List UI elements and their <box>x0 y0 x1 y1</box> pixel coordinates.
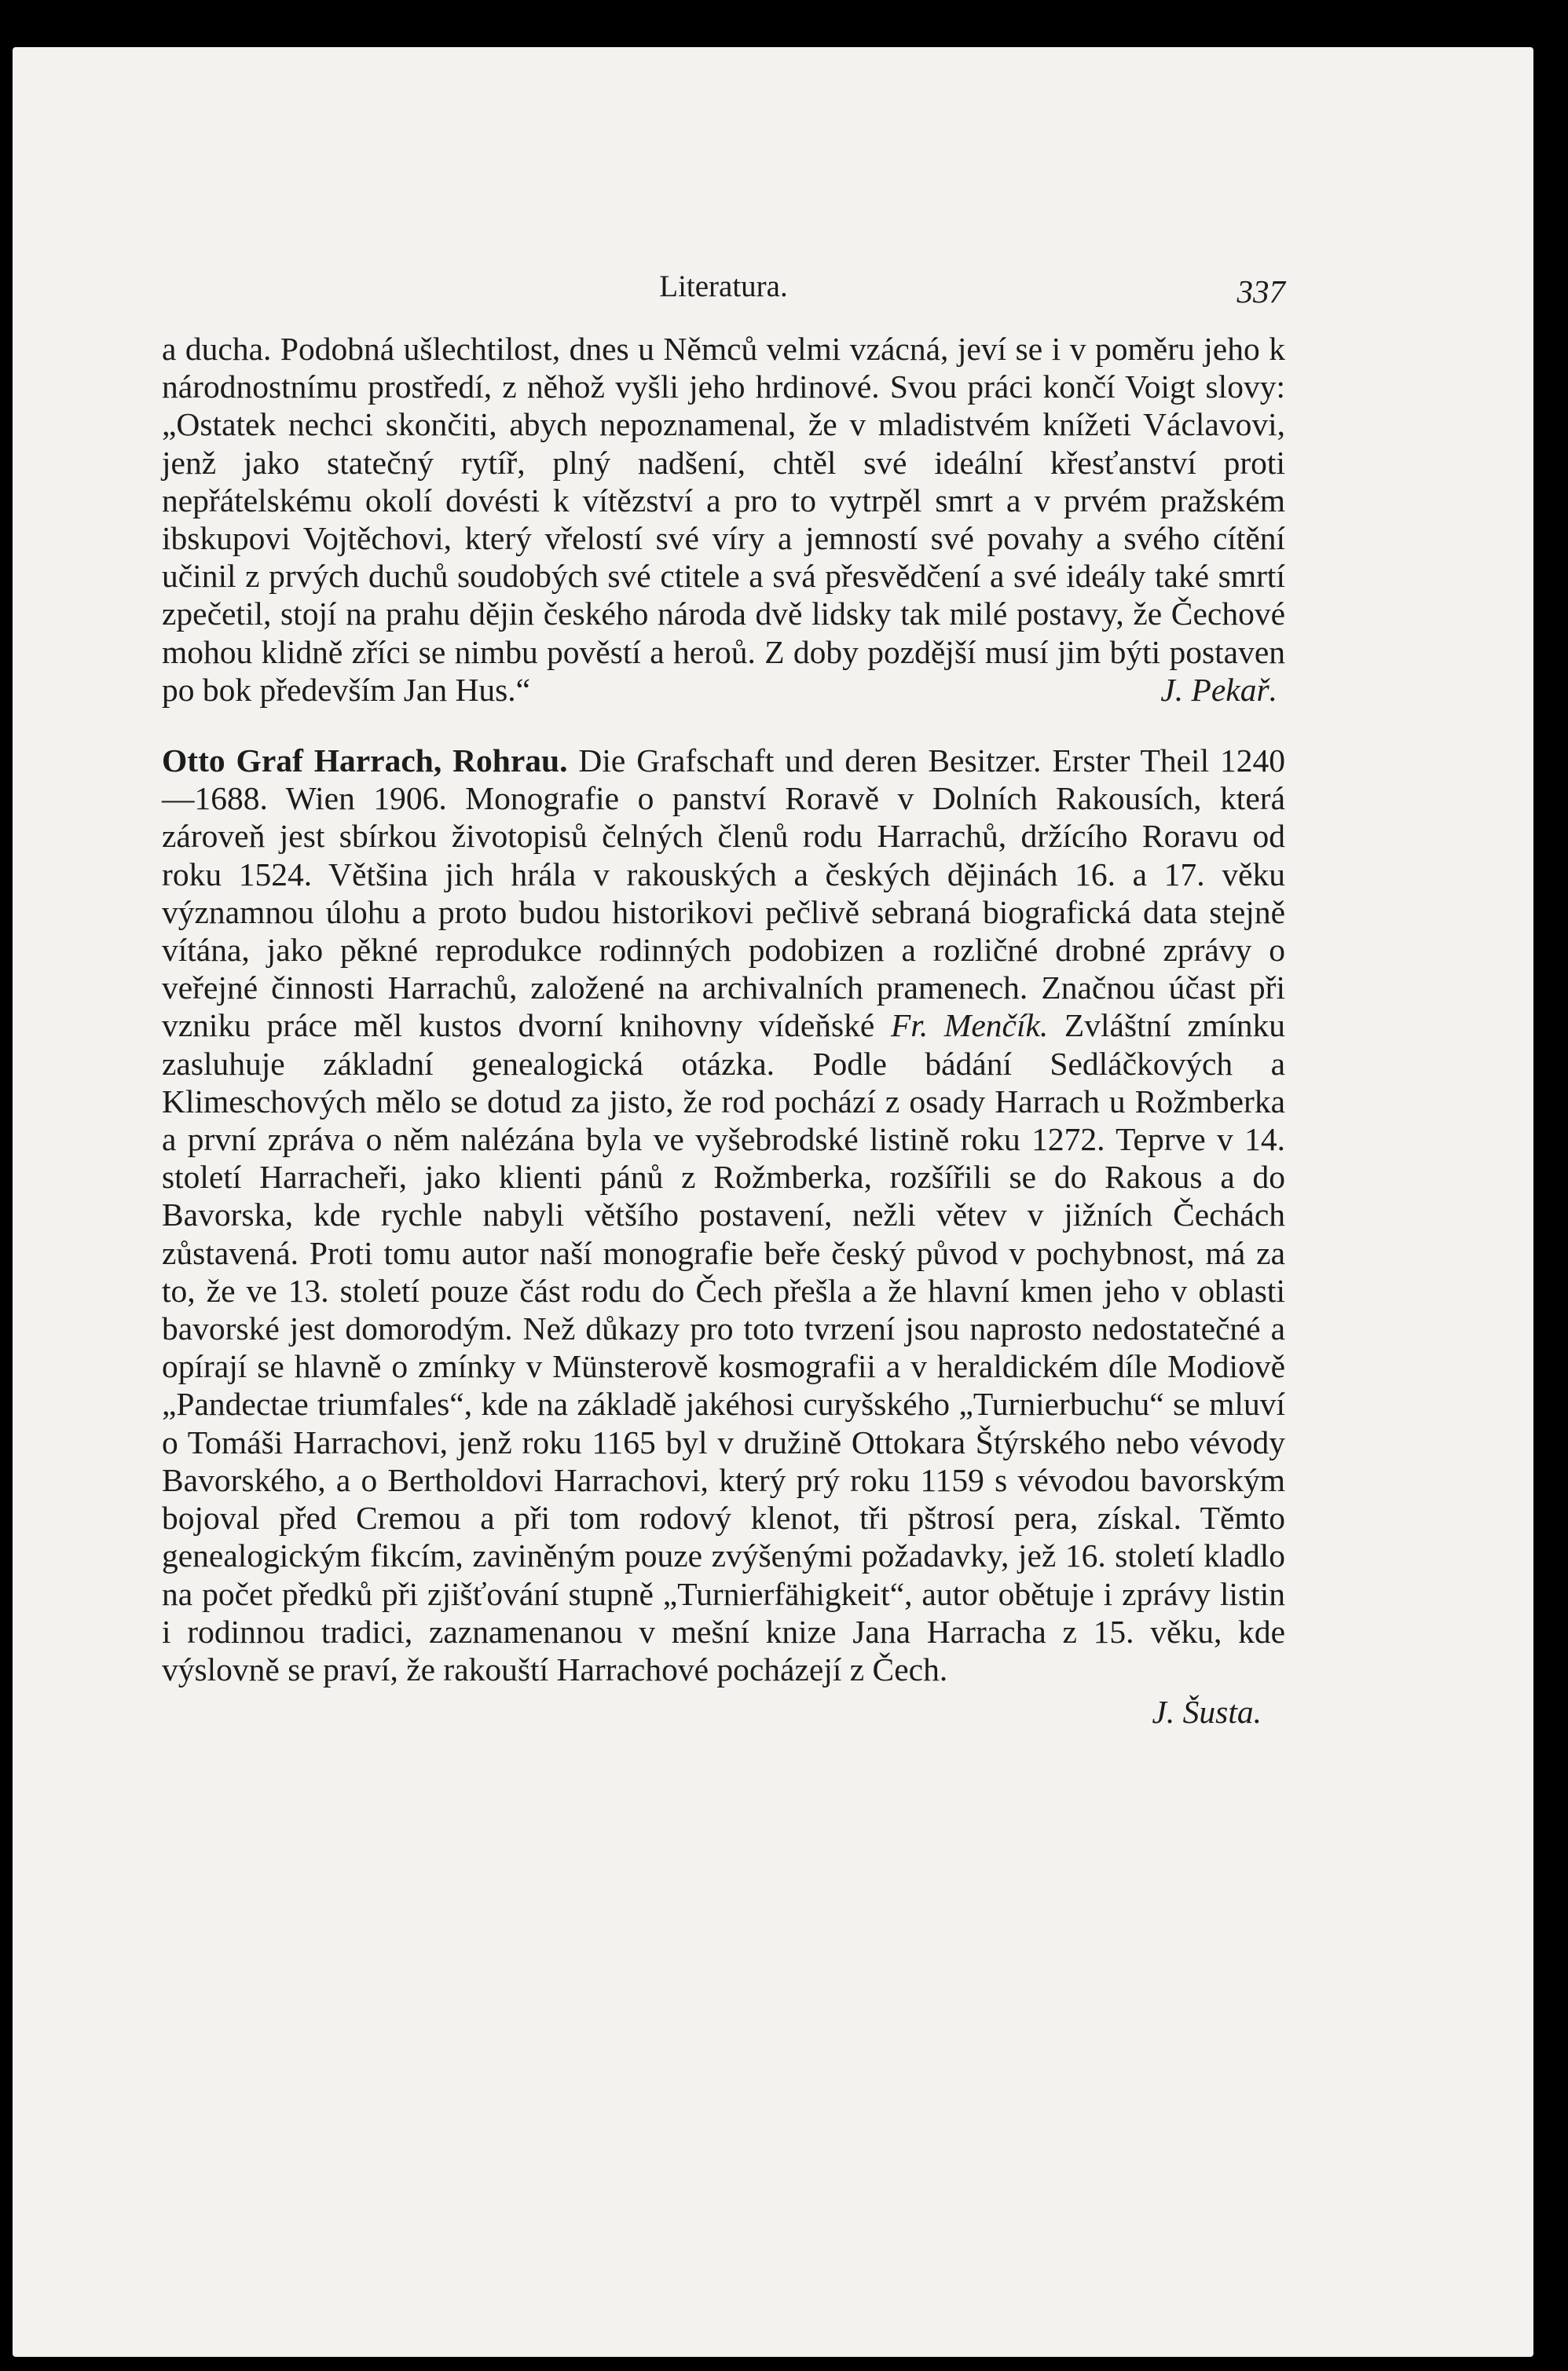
book-page <box>13 47 1533 2357</box>
reviewed-author: Otto Graf Harrach, Rohrau. <box>162 742 568 779</box>
review-text: Die Grafschaft und deren Besitzer. Erster Theil 1240—1688. Wien 1906. Monografie o panství Roravě v Dolních Rakousích, která zároveň jest sbírkou životopisů čelných členů rodu Harrachů, držícího Roravu od roku 1524. Většina jich hrála v rakouských a českých dějinách 16. a 17. věku významnou úlohu a proto budou historikovi pečlivě sebraná biografická data stejně vítána, jako pěkné reprodukce rodinných podobizen a rozličné drobné zprávy o veřejné činnosti Harrachů, založené na archivalních pramenech. Značnou účast při vzniku práce měl kustos dvorní knihovny vídeňské <box>162 742 1286 1044</box>
running-head-title: Literatura. <box>659 269 788 303</box>
page-number: 337 <box>1236 273 1285 310</box>
review-paragraph-harrach <box>162 742 1285 1688</box>
reviewer-signature: J. Šusta. <box>1152 1694 1262 1731</box>
review-text: Zvláštní zmínku zasluhuje základní genealogická otázka. Podle bádání Sedláčkových a Klimeschových mělo se dotud za jisto, že rod pochází z osady Harrach u Rožmberka a první zpráva o něm nalézána byla ve vyšebrodské listině roku 1272. Teprve v 14. století Harracheři, jako klienti pánů z Rožmberka, rozšířili se do Rakous a do Bavorska, kde rychle nabyli většího postavení, nežli větev v jižních Čechách zůstavená. Proti tomu autor naší monografie beře český původ v pochybnost, má za to, že ve 13. století pouze část rodu do Čech přešla a že hlavní kmen jeho v oblasti bavorské jest domorodým. Než důkazy pro toto tvrzení jsou naprosto nedostatečné a opírají se hlavně o zmínky v Münsterově kosmografii a v heraldickém díle Modiově „Pandectae triumfales“, kde na základě jakéhosi curyšského „Turnierbuchu“ se mluví o Tomáši Harrachovi, jenž roku 1165 byl v družině Ottokara Štýrského nebo vévody Bavorského, a o Bertholdovi Harrachovi, který prý roku 1159 s vévodou bavorským bojoval před Cremou a při tom rodový klenot, tři pštrosí pera, získal. Těmto genealogickým fikcím, zaviněným pouze zvýšenými požadavky, jež 16. století kladlo na počet předků při zjišťování stupně „Turnierfähigkeit“, autor obětuje i zprávy listin i rodinnou tradici, zaznamenanou v mešní knize Jana Harracha z 15. věku, kde výslovně se praví, že rakouští Harrachové pocházejí z Čech. <box>162 1007 1285 1688</box>
page-content <box>162 267 1285 1731</box>
mentioned-person: Fr. Menčík. <box>890 1007 1049 1044</box>
review-text: a ducha. Podobná ušlechtilost, dnes u Němců velmi vzácná, jeví se i v poměru jeho k národnostnímu prostředí, z něhož vyšli jeho hrdinové. Svou práci končí Voigt slovy: „Ostatek nechci skončiti, abych nepoznamenal, že v mladistvém knížeti Václavovi, jenž jako statečný rytíř, plný nadšení, chtěl své ideální křesťanství proti nepřátelskému okolí dovésti k vítězství a pro to vytrpěl smrt a v prvém pražském ibskupovi Vojtěchovi, který vřelostí své víry a jemností své povahy a svého cítění učinil z prvých duchů soudobých své ctitele a svá přesvědčení a své ideály také smrtí zpečetil, stojí na prahu dějin českého národa dvě lidsky tak milé postavy, že Čechové mohou klidně zříci se nimbu pověstí a heroů. Z doby pozdější musí jim býti postaven po bok především Jan Hus.“ <box>162 331 1285 708</box>
review-paragraph-voigt <box>162 330 1285 709</box>
running-head <box>162 267 1285 322</box>
reviewer-signature: J. Pekař. <box>1160 671 1277 708</box>
